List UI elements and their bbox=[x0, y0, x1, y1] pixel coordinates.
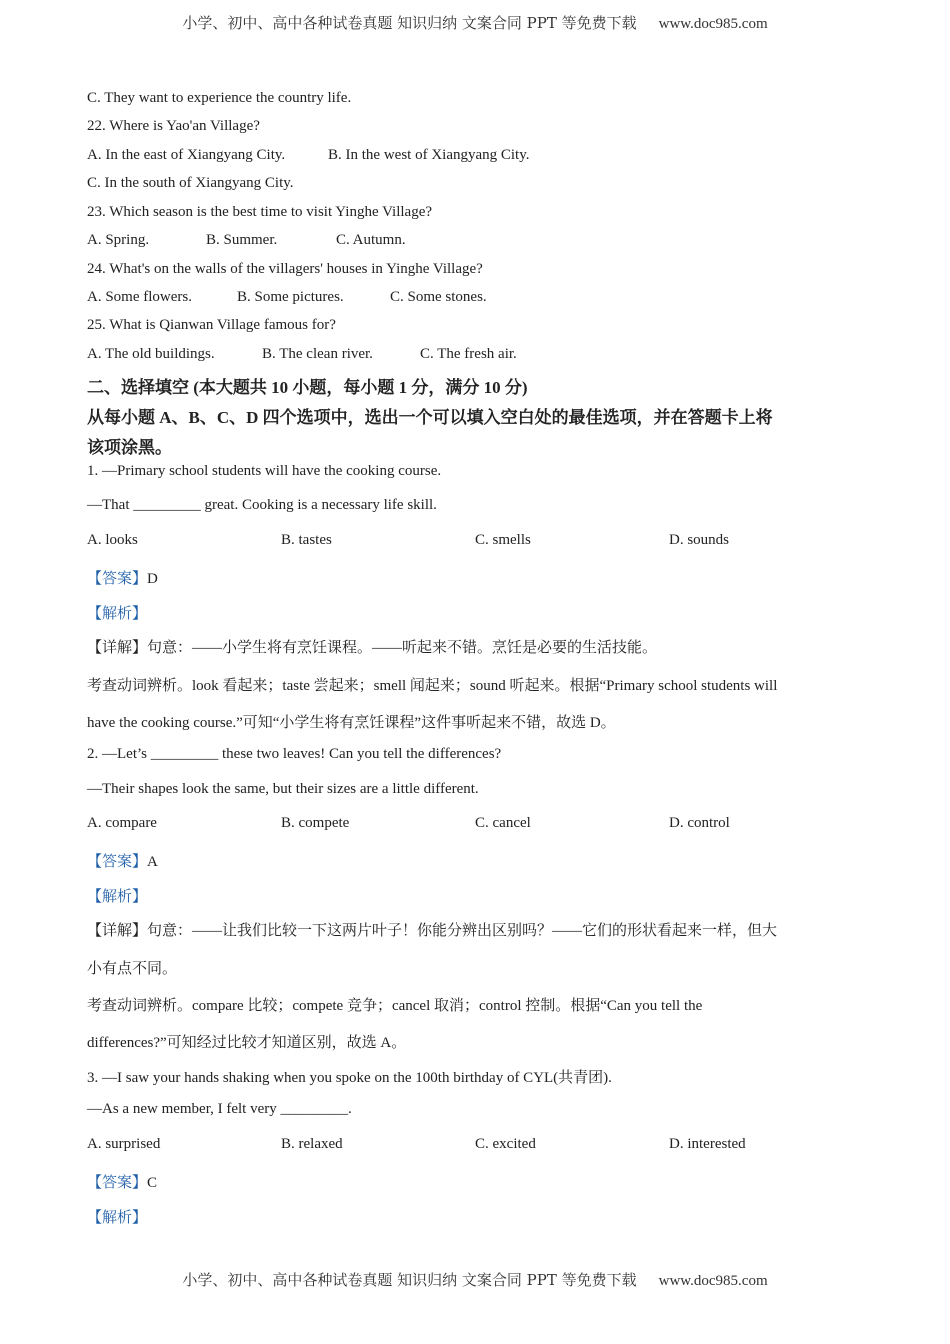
q1-answer bbox=[87, 567, 158, 588]
q1-line2: —That _________ great. Cooking is a necessary life skill. bbox=[87, 497, 437, 513]
q24-option-a: A. Some flowers. bbox=[87, 289, 192, 305]
answer-value: A bbox=[147, 854, 158, 870]
q22-question: 22. Where is Yao'an Village? bbox=[87, 118, 260, 134]
detail-text: 句意：——让我们比较一下这两片叶子！你能分辨出区别吗？——它们的形状看起来一样，但大 bbox=[147, 923, 778, 939]
q22-option-c: C. In the south of Xiangyang City. bbox=[87, 175, 294, 191]
q2-option-d: D. control bbox=[669, 815, 730, 831]
q21-option-c: C. They want to experience the country life. bbox=[87, 90, 352, 106]
q2-line1: 2. —Let’s _________ these two leaves! Can you tell the differences? bbox=[87, 746, 502, 762]
q1-line1: 1. —Primary school students will have the cooking course. bbox=[87, 463, 442, 479]
q1-option-d: D. sounds bbox=[669, 532, 730, 548]
q23-question: 23. Which season is the best time to visit Yinghe Village? bbox=[87, 204, 433, 220]
q1-option-c: C. smells bbox=[475, 532, 531, 548]
q2-option-b: B. compete bbox=[281, 815, 350, 831]
answer-tag: 【答案】 bbox=[87, 571, 148, 587]
answer-tag: 【答案】 bbox=[87, 1175, 148, 1191]
q24-option-b: B. Some pictures. bbox=[237, 289, 344, 305]
detail-tag: 【详解】 bbox=[87, 640, 148, 656]
answer-tag: 【答案】 bbox=[87, 854, 148, 870]
analysis-tag: 【解析】 bbox=[87, 606, 148, 622]
q1-detail-line2: 考查动词辨析。look 看起来；taste 尝起来；smell 闻起来；sound 听起来。根据“Primary school students will bbox=[87, 678, 778, 694]
q2-detail-line3: 考查动词辨析。compare 比较；compete 竞争；cancel 取消；control 控制。根据“Can you tell the bbox=[87, 998, 703, 1014]
header-site-link[interactable]: www.doc985.com bbox=[658, 16, 768, 32]
q3-line2: —As a new member, I felt very _________. bbox=[87, 1101, 352, 1117]
q1-option-a: A. looks bbox=[87, 532, 138, 548]
q23-option-a: A. Spring. bbox=[87, 232, 150, 248]
header-text: 小学、初中、高中各种试卷真题 知识归纳 文案合同 PPT 等免费下载 bbox=[182, 14, 637, 32]
q2-answer bbox=[87, 850, 158, 871]
q3-option-c: C. excited bbox=[475, 1136, 536, 1152]
q1-detail-line1 bbox=[87, 636, 657, 657]
section2-title: 二、选择填空 (本大题共 10 小题，每小题 1 分，满分 10 分) bbox=[87, 378, 528, 397]
q1-option-b: B. tastes bbox=[281, 532, 332, 548]
q2-line2: —Their shapes look the same, but their sizes are a little different. bbox=[87, 781, 479, 797]
section2-instruction-line2: 该项涂黑。 bbox=[87, 438, 172, 457]
page-header bbox=[0, 12, 950, 33]
q2-detail-line2: 小有点不同。 bbox=[87, 961, 178, 977]
q23-option-b: B. Summer. bbox=[206, 232, 278, 248]
q22-option-a: A. In the east of Xiangyang City. bbox=[87, 147, 286, 163]
analysis-tag: 【解析】 bbox=[87, 1210, 148, 1226]
answer-value: D bbox=[147, 571, 158, 587]
q22-option-b: B. In the west of Xiangyang City. bbox=[328, 147, 530, 163]
q3-option-d: D. interested bbox=[669, 1136, 746, 1152]
q2-detail-line1 bbox=[87, 919, 777, 940]
q1-analysis bbox=[87, 602, 147, 623]
q2-option-c: C. cancel bbox=[475, 815, 531, 831]
q3-answer bbox=[87, 1171, 157, 1192]
detail-tag: 【详解】 bbox=[87, 923, 148, 939]
section2-instruction-line1: 从每小题 A、B、C、D 四个选项中，选出一个可以填入空白处的最佳选项，并在答题卡上将 bbox=[87, 408, 773, 427]
detail-text: 句意：——小学生将有烹饪课程。——听起来不错。烹饪是必要的生活技能。 bbox=[147, 640, 658, 656]
q23-option-c: C. Autumn. bbox=[336, 232, 406, 248]
q2-option-a: A. compare bbox=[87, 815, 157, 831]
q25-option-c: C. The fresh air. bbox=[420, 346, 517, 362]
answer-value: C bbox=[147, 1175, 158, 1191]
analysis-tag: 【解析】 bbox=[87, 889, 148, 905]
q25-option-b: B. The clean river. bbox=[262, 346, 373, 362]
q3-option-a: A. surprised bbox=[87, 1136, 161, 1152]
q3-line1: 3. —I saw your hands shaking when you spoke on the 100th birthday of CYL(共青团). bbox=[87, 1070, 612, 1086]
page-footer bbox=[0, 1269, 950, 1290]
q2-analysis bbox=[87, 885, 147, 906]
q24-question: 24. What's on the walls of the villagers' houses in Yinghe Village? bbox=[87, 261, 483, 277]
q25-option-a: A. The old buildings. bbox=[87, 346, 215, 362]
footer-text: 小学、初中、高中各种试卷真题 知识归纳 文案合同 PPT 等免费下载 bbox=[182, 1271, 637, 1289]
q3-analysis bbox=[87, 1206, 147, 1227]
q2-detail-line4: differences?”可知经过比较才知道区别，故选 A。 bbox=[87, 1035, 407, 1051]
footer-site-link[interactable]: www.doc985.com bbox=[658, 1273, 768, 1289]
q25-question: 25. What is Qianwan Village famous for? bbox=[87, 317, 336, 333]
q1-detail-line3: have the cooking course.”可知“小学生将有烹饪课程”这件事听起来不错，故选 D。 bbox=[87, 715, 616, 731]
q3-option-b: B. relaxed bbox=[281, 1136, 343, 1152]
q24-option-c: C. Some stones. bbox=[390, 289, 487, 305]
